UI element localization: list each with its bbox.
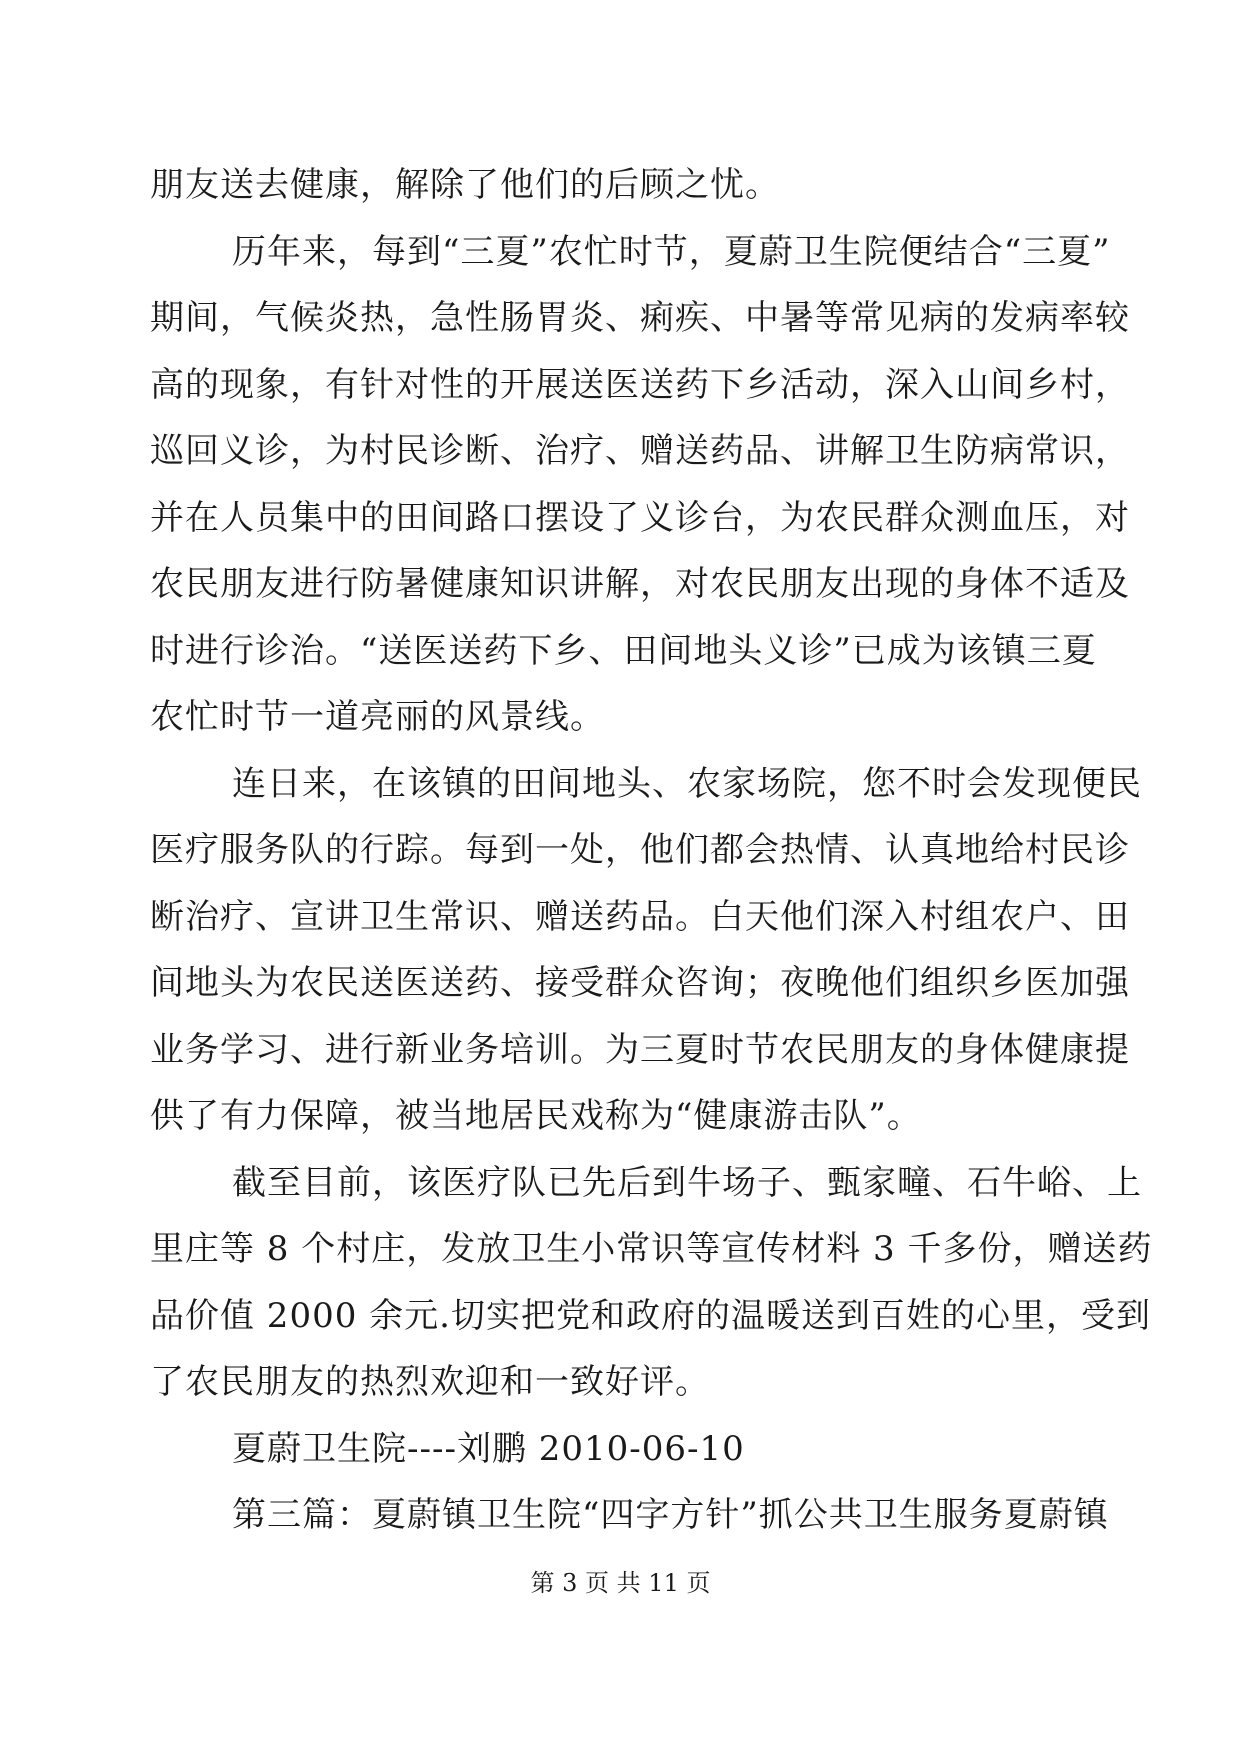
page-number-footer: 第 3 页 共 11 页: [530, 1569, 711, 1597]
paragraph-line: 朋友送去健康，解除了他们的后顾之忧。: [150, 165, 780, 205]
paragraph-line: 农民朋友进行防暑健康知识讲解，对农民朋友出现的身体不适及: [150, 564, 1130, 604]
paragraph-line: 间地头为农民送医送药、接受群众咨询；夜晚他们组织乡医加强: [150, 963, 1130, 1003]
paragraph-line: 历年来，每到“三夏”农忙时节，夏蔚卫生院便结合“三夏”: [232, 232, 1111, 272]
paragraph-line: 高的现象，有针对性的开展送医送药下乡活动，深入山间乡村，: [150, 365, 1130, 405]
paragraph-line: 了农民朋友的热烈欢迎和一致好评。: [150, 1362, 710, 1402]
paragraph-line: 供了有力保障，被当地居民戏称为“健康游击队”。: [150, 1096, 922, 1136]
paragraph-line: 品价值 2000 余元.切实把党和政府的温暖送到百姓的心里，受到: [150, 1296, 1151, 1336]
paragraph-line: 断治疗、宣讲卫生常识、赠送药品。白天他们深入村组农户、田: [150, 897, 1130, 937]
paragraph-line: 巡回义诊，为村民诊断、治疗、赠送药品、讲解卫生防病常识，: [150, 431, 1130, 471]
paragraph-line: 第三篇：夏蔚镇卫生院“四字方针”抓公共卫生服务夏蔚镇: [232, 1495, 1109, 1535]
paragraph-line: 夏蔚卫生院----刘鹏 2010-06-10: [232, 1429, 745, 1469]
paragraph-line: 截至目前，该医疗队已先后到牛场子、甄家疃、石牛峪、上: [232, 1163, 1142, 1203]
paragraph-line: 连日来，在该镇的田间地头、农家场院，您不时会发现便民: [232, 764, 1142, 804]
paragraph-line: 并在人员集中的田间路口摆设了义诊台，为农民群众测血压，对: [150, 498, 1130, 538]
paragraph-line: 时进行诊治。“送医送药下乡、田间地头义诊”已成为该镇三夏: [150, 631, 1097, 671]
paragraph-line: 业务学习、进行新业务培训。为三夏时节农民朋友的身体健康提: [150, 1030, 1130, 1070]
paragraph-line: 期间，气候炎热，急性肠胃炎、痢疾、中暑等常见病的发病率较: [150, 298, 1130, 338]
paragraph-line: 农忙时节一道亮丽的风景线。: [150, 697, 605, 737]
paragraph-line: 里庄等 8 个村庄，发放卫生小常识等宣传材料 3 千多份，赠送药: [150, 1229, 1153, 1269]
paragraph-line: 医疗服务队的行踪。每到一处，他们都会热情、认真地给村民诊: [150, 830, 1130, 870]
